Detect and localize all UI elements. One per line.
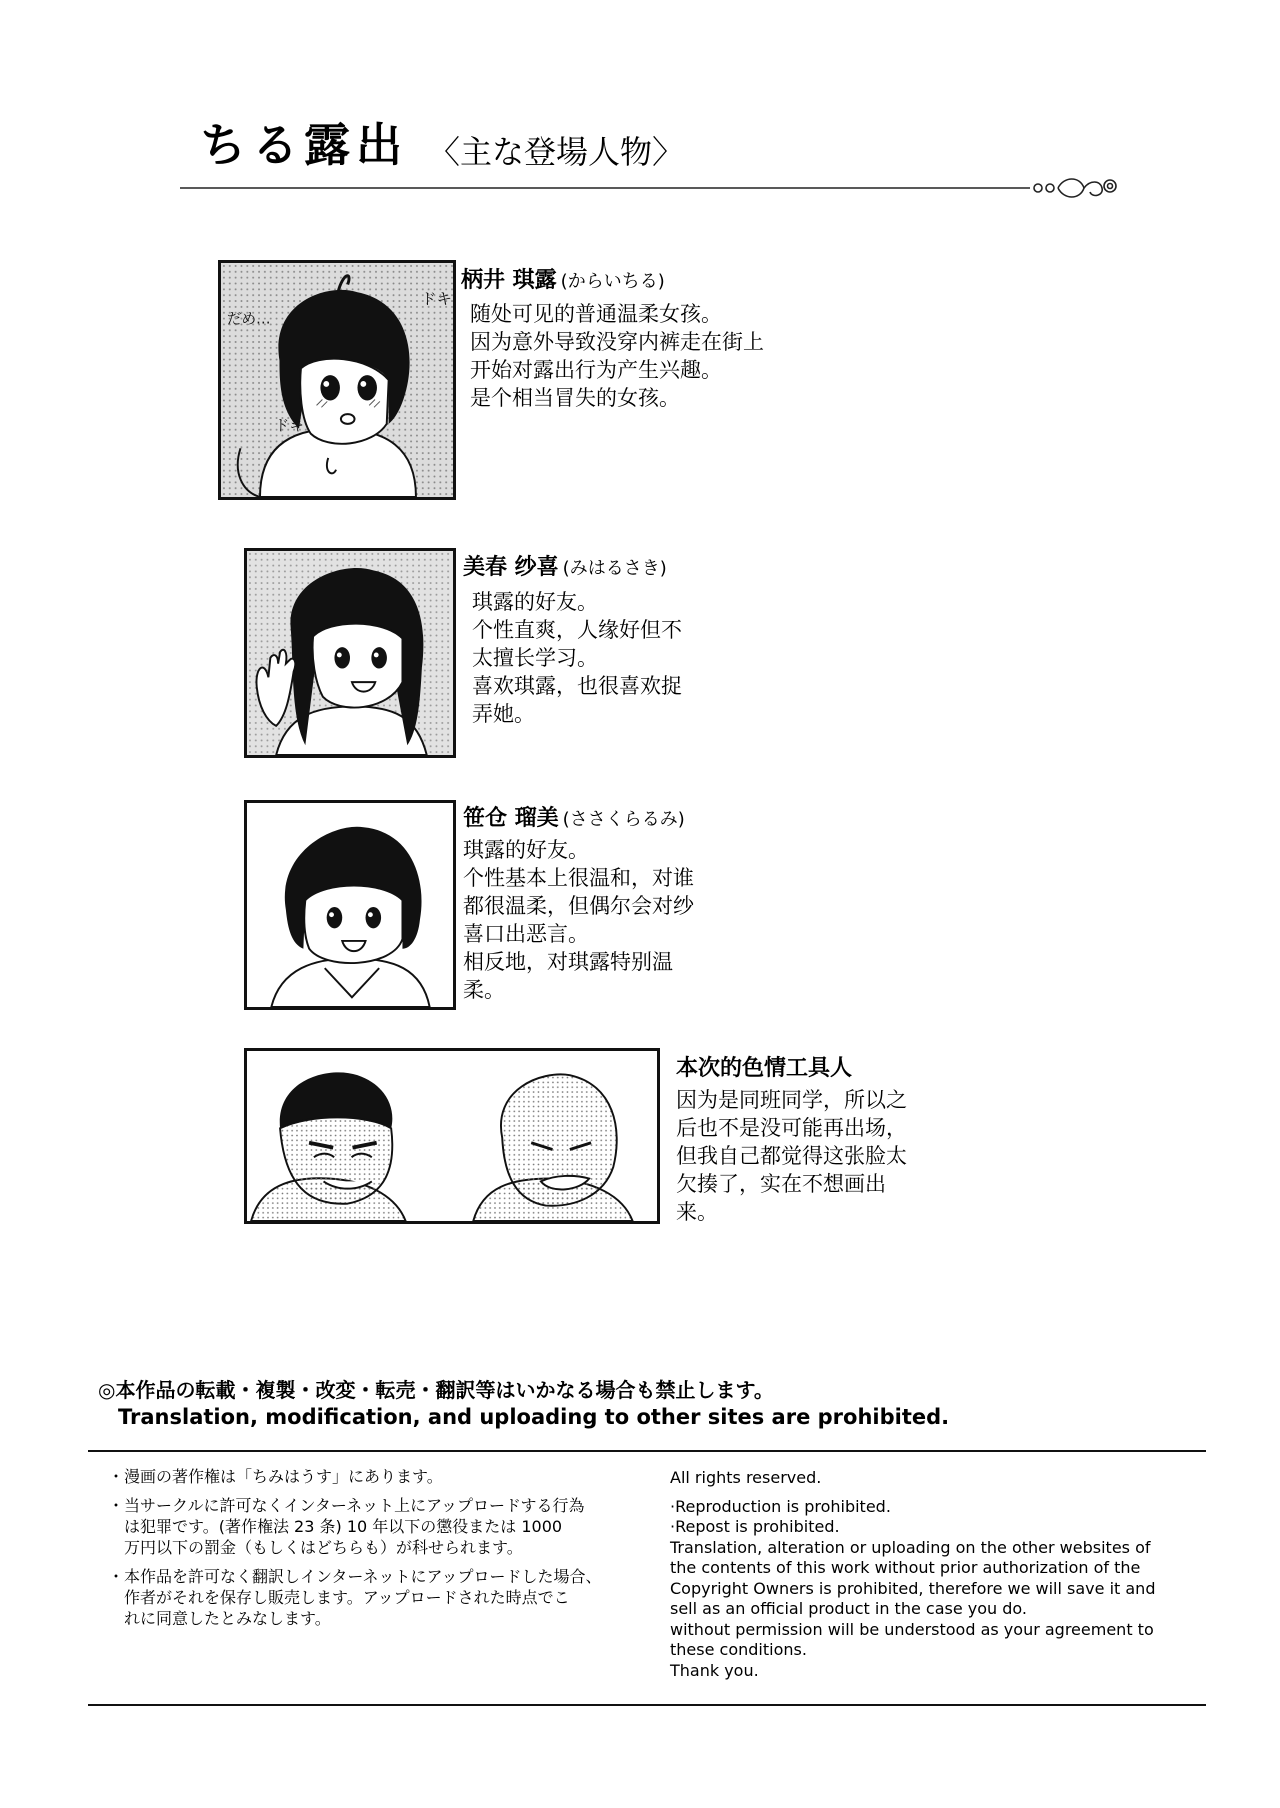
title-ornament-rule [180, 170, 1120, 210]
description-line: 都很温柔，但偶尔会对纱 [463, 894, 694, 918]
description-line: 柔。 [463, 978, 505, 1002]
page-subtitle: 〈主な登場人物〉 [428, 133, 685, 171]
description-line: 来。 [676, 1200, 718, 1224]
terms-line: All rights reserved. [670, 1468, 822, 1487]
character-panel-rumi [244, 800, 456, 1010]
footer-jp-terms [108, 1466, 648, 1629]
terms-line: 万円以下の罰金（もしくはどちらも）が科せられます。 [108, 1538, 523, 1557]
description-line: 因为是同班同学，所以之 [676, 1088, 907, 1112]
divider [88, 1450, 1206, 1452]
description-line: 喜欢琪露，也很喜欢捉 [472, 674, 682, 698]
terms-line: ・本作品を許可なく翻訳しインターネットにアップロードした場合、 [108, 1567, 602, 1586]
footer-en-terms [670, 1468, 1190, 1681]
character-panel-chiru [218, 260, 456, 500]
copyright-notice-jp: ◎本作品の転載・複製・改変・転売・翻訳等はいかなる場合も禁止します。 [98, 1378, 774, 1402]
terms-line: without permission will be understood as your agreement to [670, 1619, 1154, 1639]
description-line: 个性基本上很温和，对谁 [463, 866, 694, 890]
description-line: 开始对露出行为产生兴趣。 [470, 358, 722, 382]
character-kana: (ささくらるみ) [562, 809, 685, 830]
description-line: 相反地，对琪露特别温 [463, 950, 673, 974]
character-name [463, 808, 685, 830]
character-description [676, 1086, 907, 1226]
character-panel-saki [244, 548, 456, 758]
terms-line: ・漫画の著作権は「ちみはうす」にあります。 [108, 1467, 443, 1486]
description-line: 是个相当冒失的女孩。 [470, 386, 680, 410]
character-name-text: 美春 纱喜 [463, 555, 559, 580]
chiru-illustration [221, 263, 453, 497]
terms-line: ・当サークルに許可なくインターネット上にアップロードする行為 [108, 1496, 585, 1515]
description-line: 欠揍了，实在不想画出 [676, 1172, 886, 1196]
character-panel-extras [244, 1048, 660, 1224]
page-title: ちる露出 [200, 118, 408, 172]
terms-line: は犯罪です。(著作権法 23 条) 10 年以下の懲役または 1000 [108, 1517, 563, 1536]
description-line: 后也不是没可能再出场， [676, 1116, 907, 1140]
character-name-text: 柄井 琪露 [461, 268, 557, 293]
character-name [463, 557, 667, 579]
description-line: 个性直爽，人缘好但不 [472, 618, 682, 642]
character-name [461, 270, 665, 292]
terms-line [670, 1489, 1190, 1497]
terms-line: Translation, alteration or uploading on the other websites of [670, 1537, 1151, 1557]
terms-line: ·Repost is prohibited. [670, 1517, 840, 1536]
copyright-notice-en: Translation, modification, and uploading to other sites are prohibited. [118, 1405, 950, 1429]
divider [88, 1704, 1206, 1706]
sound-effect-doki: ドキ [420, 289, 452, 308]
character-description [470, 300, 764, 412]
rumi-illustration [247, 803, 453, 1007]
terms-line: Thank you. [670, 1660, 759, 1680]
description-line: 琪露的好友。 [472, 590, 598, 614]
terms-line: れに同意したとみなします。 [108, 1609, 331, 1628]
description-line: 但我自己都觉得这张脸太 [676, 1144, 907, 1168]
description-line: 喜口出恶言。 [463, 922, 589, 946]
saki-illustration [247, 551, 453, 755]
character-name-text: 本次的色情工具人 [676, 1056, 853, 1081]
character-description [463, 836, 694, 1004]
sound-effect-doki: ドキ [274, 417, 304, 435]
description-line: 随处可见的普通温柔女孩。 [470, 302, 722, 326]
character-kana: (みはるさき) [562, 558, 667, 579]
character-name-text: 笹仓 瑠美 [463, 806, 559, 831]
character-description [472, 588, 682, 728]
character-name [676, 1058, 852, 1080]
terms-line: the contents of this work without prior authorization of the [670, 1558, 1141, 1577]
extras-illustration [247, 1051, 657, 1221]
terms-line: 作者がそれを保存し販売します。アップロードされた時点でこ [108, 1588, 570, 1607]
terms-line: Copyright Owners is prohibited, therefore we will save it and [670, 1578, 1156, 1598]
description-line: 弄她。 [472, 702, 535, 726]
description-line: 琪露的好友。 [463, 838, 589, 862]
terms-line: ·Reproduction is prohibited. [670, 1496, 891, 1516]
description-line: 太擅长学习。 [472, 646, 598, 670]
terms-line: sell as an official product in the case you do. [670, 1599, 1027, 1618]
speech-dame: だめ… [226, 310, 271, 328]
terms-line: these conditions. [670, 1640, 807, 1659]
description-line: 因为意外导致没穿内裤走在街上 [470, 330, 764, 354]
character-kana: (からいちる) [560, 271, 665, 292]
